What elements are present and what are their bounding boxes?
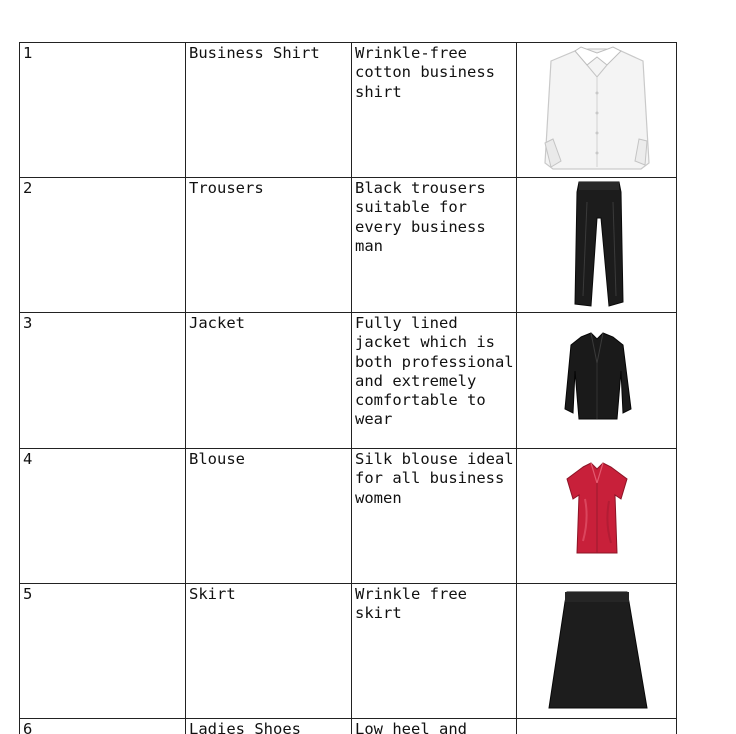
item-name: Skirt — [186, 584, 352, 719]
item-number: 1 — [20, 43, 186, 178]
item-name: Jacket — [186, 313, 352, 449]
table-row — [20, 178, 677, 313]
item-description: Wrinkle free skirt — [352, 584, 517, 719]
black-trousers-image — [517, 178, 676, 311]
item-description: Fully lined jacket which is both professional and extremely comfortable to wear — [352, 313, 517, 449]
item-image-cell — [517, 449, 677, 584]
item-number: 6 — [20, 719, 186, 734]
item-number: 4 — [20, 449, 186, 584]
black-jacket-image — [517, 313, 676, 446]
table-row — [20, 43, 677, 178]
item-image-cell — [517, 313, 677, 449]
item-image-cell — [517, 178, 677, 313]
item-number: 3 — [20, 313, 186, 449]
item-image-cell — [517, 719, 677, 734]
black-skirt-image — [517, 584, 676, 717]
white-shirt-image — [517, 43, 676, 176]
item-description: Wrinkle-free cotton business shirt — [352, 43, 517, 178]
table-row — [20, 449, 677, 584]
item-description: Black trousers suitable for every business man — [352, 178, 517, 313]
item-image-cell — [517, 43, 677, 178]
red-blouse-image — [517, 449, 676, 582]
clothing-catalog-table — [19, 42, 677, 734]
table-row — [20, 719, 677, 734]
item-number: 5 — [20, 584, 186, 719]
item-name: Trousers — [186, 178, 352, 313]
item-name: Blouse — [186, 449, 352, 584]
table-row — [20, 584, 677, 719]
item-description: Silk blouse ideal for all business women — [352, 449, 517, 584]
item-name: Business Shirt — [186, 43, 352, 178]
table-row — [20, 313, 677, 449]
item-number: 2 — [20, 178, 186, 313]
item-image-cell — [517, 584, 677, 719]
item-description: Low heel and — [352, 719, 517, 734]
item-name: Ladies Shoes — [186, 719, 352, 734]
